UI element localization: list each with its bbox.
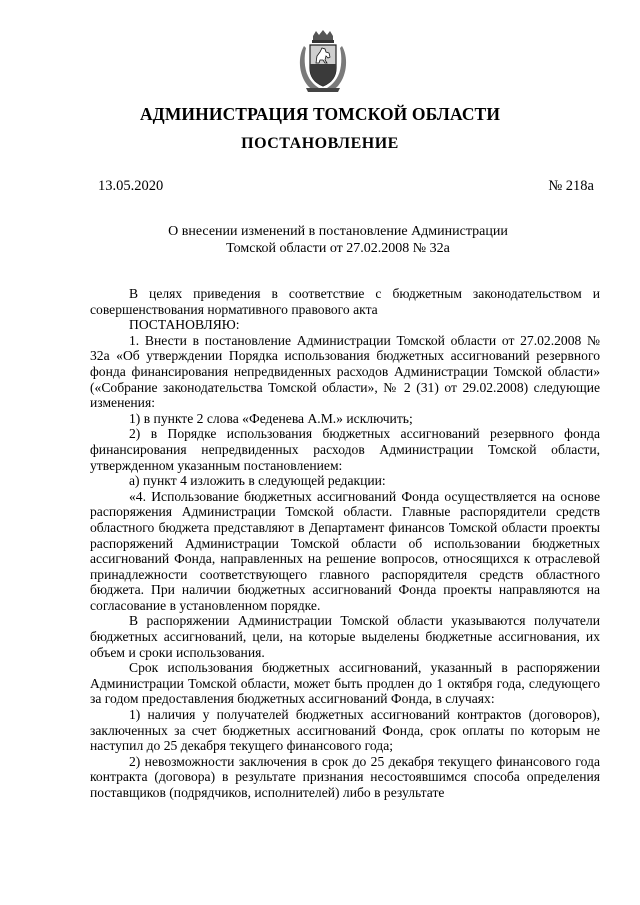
paragraph: 1) наличия у получателей бюджетных ассигнований контрактов (договоров), заключенных за счет бюджетных ассигнований Фонда, срок оплаты по которым не наступил до 25 декабря текущего финансового года; xyxy=(90,707,600,754)
paragraph: «4. Использование бюджетных ассигнований Фонда осуществляется на основе распоряжения Администрации Томской области. Главные распорядители средств областного бюджета представляют в Департамент финансов Томской области проекты распоряжений Администрации Томской области об использовании бюджетных ассигнований Фонда, направленных на решение вопросов, относящихся к отраслевой принадлежности соответствующего главного распорядителя средств областного бюджета. При наличии бюджетных ассигнований Фонда проекты направляются на согласование в установленном порядке. xyxy=(90,488,600,613)
paragraph: 1) в пункте 2 слова «Феденева А.М.» исключить; xyxy=(129,410,413,426)
resolution-word: ПОСТАНОВЛЯЮ: xyxy=(129,317,240,333)
document-number: № 218а xyxy=(548,178,594,194)
organization-title: АДМИНИСТРАЦИЯ ТОМСКОЙ ОБЛАСТИ xyxy=(139,104,501,124)
subject-line: О внесении изменений в постановление Администрации xyxy=(168,224,508,239)
paragraph: 1. Внести в постановление Администрации Томской области от 27.02.2008 № 32а «Об утверждении Порядка использования бюджетных ассигнований резервного фонда финансирования непредвиденных расходов Администрации Томской области» («Собрание законодательства Томской области», № 2 (31) от 29.02.2008) следующие изменения: xyxy=(90,332,600,411)
paragraph: В целях приведения в соответствие с бюджетным законодательством и совершенствования нормативного правового акта xyxy=(90,286,600,317)
paragraph: 2) в Порядке использования бюджетных ассигнований резервного фонда финансирования непредвиденных расходов Администрации Томской области, утвержденном указанным постановлением: xyxy=(90,426,600,473)
paragraph: Срок использования бюджетных ассигнований, указанный в распоряжении Администрации Томской области, может быть продлен до 1 октября года, следующего за годом предоставления бюджетных ассигнований Фонда, в случаях: xyxy=(90,660,600,707)
paragraph: В распоряжении Администрации Томской области указываются получатели бюджетных ассигнований, цели, на которые выделены бюджетные ассигнования, их объем и сроки использования. xyxy=(90,613,600,660)
document-subject xyxy=(90,223,586,257)
paragraph: 2) невозможности заключения в срок до 25 декабря текущего финансового года контракта (договора) в результате признания несостоявшимся способа определения поставщиков (подрядчиков, исполнителей) либо в результате xyxy=(90,753,600,800)
tomsk-oblast-coat-of-arms-icon xyxy=(292,30,354,94)
document-type: ПОСТАНОВЛЕНИЕ xyxy=(241,135,399,152)
subject-line: Томской области от 27.02.2008 № 32а xyxy=(226,241,450,256)
document-body xyxy=(90,286,600,801)
document-date: 13.05.2020 xyxy=(98,178,164,194)
paragraph: а) пункт 4 изложить в следующей редакции: xyxy=(129,473,386,489)
